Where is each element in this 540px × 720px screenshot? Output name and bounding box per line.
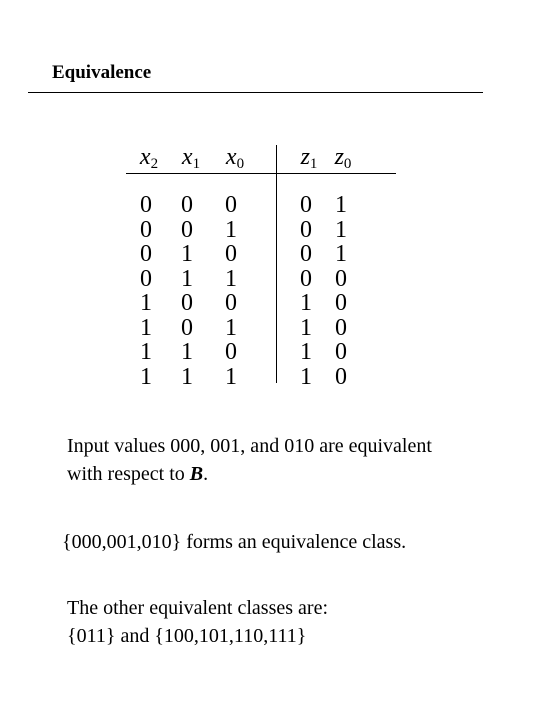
table-cell-z1: 1 <box>300 363 312 390</box>
table-cell-z0: 0 <box>335 314 347 341</box>
table-cell-x2: 0 <box>140 265 152 292</box>
table-cell-x1: 0 <box>181 290 193 316</box>
other-classes-statement <box>67 594 328 650</box>
table-cell-z0: 0 <box>335 363 347 390</box>
table-cell-z1: 1 <box>300 290 312 316</box>
table-cell-z0: 1 <box>335 241 347 267</box>
table-cell-x0: 0 <box>225 241 237 267</box>
header-x2: $x_2$ <box>139 144 159 172</box>
statement-line-1: Input values 000, 001, and 010 are equivalent <box>67 435 432 457</box>
table-cell-x2: 1 <box>140 314 152 341</box>
equivalence-statement <box>67 432 432 488</box>
table-input-output-divider <box>276 145 277 383</box>
table-cell-z1: 0 <box>300 265 312 292</box>
table-cell-z1: 0 <box>300 241 312 267</box>
table-cell-z0: 0 <box>335 290 347 316</box>
table-cell-x2: 1 <box>140 363 152 390</box>
header-z1: $z_1$ <box>300 144 318 172</box>
table-cell-x1: 1 <box>181 363 193 390</box>
table-cell-z1: 0 <box>300 216 312 243</box>
table-cell-x2: 1 <box>140 339 152 365</box>
table-cell-x2: 0 <box>140 192 152 218</box>
table-cell-x2: 0 <box>140 241 152 267</box>
header-x0: $x_0$ <box>225 144 245 172</box>
table-cell-x2: 0 <box>140 216 152 243</box>
table-cell-x0: 0 <box>225 192 237 218</box>
table-cell-x0: 1 <box>225 216 237 243</box>
table-cell-x1: 0 <box>181 314 193 341</box>
table-cell-x1: 0 <box>181 192 193 218</box>
table-cell-z0: 1 <box>335 192 347 218</box>
equivalence-class-statement: {000,001,010} forms an equivalence class. <box>62 531 407 553</box>
table-cell-z0: 0 <box>335 339 347 365</box>
table-cell-z1: 1 <box>300 314 312 341</box>
table-cell-z1: 0 <box>300 192 312 218</box>
page-title: Equivalence <box>52 62 152 83</box>
table-cell-x1: 1 <box>181 265 193 292</box>
table-cell-z0: 1 <box>335 216 347 243</box>
table-cell-x0: 1 <box>225 265 237 292</box>
table-cell-x0: 1 <box>225 314 237 341</box>
header-z0: $z_0$ <box>334 144 352 172</box>
other-classes-line-1: The other equivalent classes are: <box>67 597 328 619</box>
table-cell-x0: 0 <box>225 339 237 365</box>
table-cell-x1: 1 <box>181 339 193 365</box>
statement-line-2-prefix: with respect to <box>67 463 190 485</box>
table-cell-x2: 1 <box>140 290 152 316</box>
header-x1: $x_1$ <box>181 144 201 172</box>
statement-relation-symbol: B <box>189 463 204 485</box>
table-cell-x0: 1 <box>225 363 237 390</box>
table-cell-x1: 0 <box>181 216 193 243</box>
statement-line-2-suffix: . <box>203 463 209 485</box>
table-cell-x1: 1 <box>181 241 193 267</box>
table-cell-z1: 1 <box>300 339 312 365</box>
table-cell-x0: 0 <box>225 290 237 316</box>
table-cell-z0: 0 <box>335 265 347 292</box>
table-header-divider <box>126 173 396 174</box>
other-classes-line-2: {011} and {100,101,110,111} <box>67 625 307 647</box>
